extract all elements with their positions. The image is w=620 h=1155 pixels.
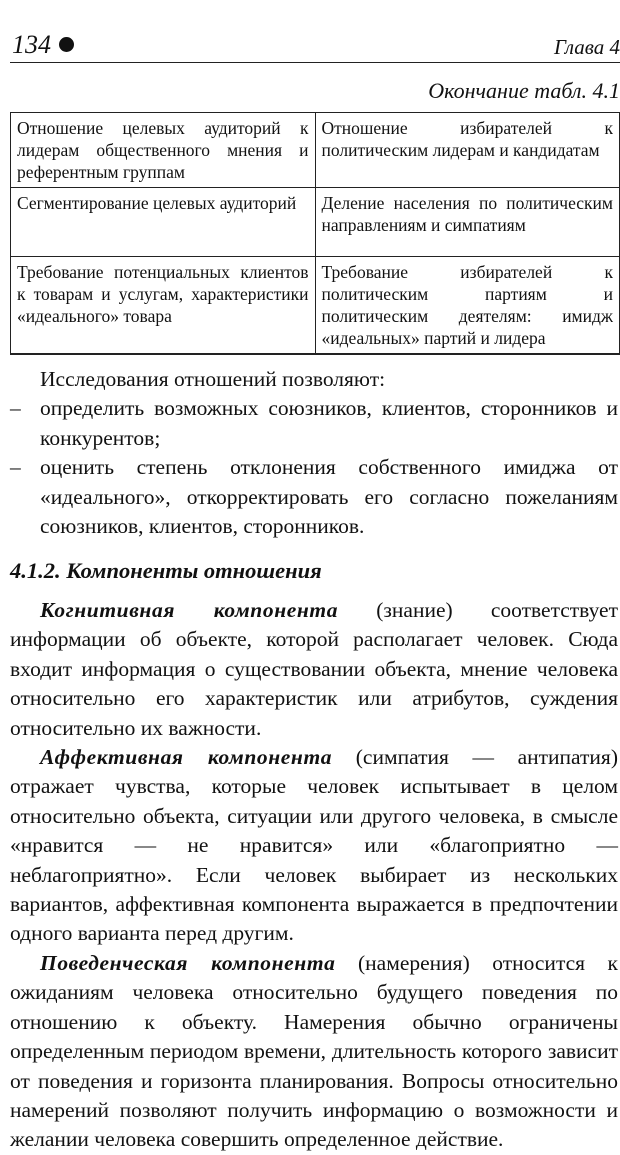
table-row (11, 257, 620, 355)
intro-lead: Исследования отношений позволяют: (40, 367, 386, 391)
dash-marker: – (10, 396, 21, 421)
paragraph-text: (намерения) относится к ожиданиям человека относительно будущего поведения по отношению к объекту. Намерения обычно ограничены определенным периодом времени, длительность которого зависит от поведения и горизонта планирования. Вопросы относительно намерений позволяют получить информацию о возможности и желании человека совершить определенное действие. (10, 950, 618, 1152)
table-caption: Окончание табл. 4.1 (428, 78, 620, 103)
list-item-text: определить возможных союзников, клиентов, сторонников и конкурентов; (40, 396, 618, 450)
dash-marker: – (10, 455, 21, 480)
chapter-title: Глава 4 (554, 35, 620, 59)
term-cognitive: Когнитивная компонента (40, 598, 339, 622)
table-cell: Требование избирателей к политическим партиям и политическим деятелям: имидж «идеальных» партий и лидера (315, 257, 620, 355)
bullet-dot-icon (59, 37, 74, 52)
page-number-text: 134 (12, 30, 51, 59)
table-cell: Сегментирование целевых аудиторий (11, 188, 316, 257)
section-body (10, 596, 618, 1155)
intro-block (10, 365, 618, 541)
term-affective: Аффективная компонента (40, 745, 333, 770)
paragraph-behavioral (10, 949, 618, 1155)
table-row (11, 113, 620, 188)
term-behavioral: Поведенческая компонента (40, 950, 336, 975)
paragraph-affective (10, 743, 618, 949)
paragraph-text: (симпатия — антипатия) отражает чувства, которые человек испытывает в целом относительно объекта, ситуации или другого человека, в смысле «нравится — не нравится» или «благоприятно — неблагоприятно». Если человек выбирает из нескольких вариантов, аффективная компонента выражается в предпочтении одного варианта перед другим. (10, 745, 618, 946)
section-heading: 4.1.2. Компоненты отношения (10, 558, 322, 583)
table-row (11, 188, 620, 257)
paragraph-text: (знание) соответствует информации об объекте, которой располагает человек. Сюда входит информация о существовании объекта, мнение человека относительно его характеристик или атрибутов, суждения относительно их важности. (10, 598, 618, 740)
table-cell: Отношение избирателей к политическим лидерам и кандидатам (315, 113, 620, 188)
table-cell: Отношение целевых аудиторий к лидерам общественного мнения и референтным группам (11, 113, 316, 188)
table-cell: Деление населения по политическим направлениям и симпатиям (315, 188, 620, 257)
list-item (10, 394, 618, 453)
page-number (12, 30, 74, 60)
table-cell: Требование потенциальных клиентов к товарам и услугам, характеристики «идеального» товара (11, 257, 316, 355)
paragraph-cognitive (10, 596, 618, 743)
list-item (10, 453, 618, 541)
running-header (10, 28, 620, 63)
list-item-text: оценить степень отклонения собственного имиджа от «идеального», откорректировать его согласно пожеланиям союзников, клиентов, сторонников. (40, 455, 618, 539)
comparison-table (10, 112, 620, 355)
